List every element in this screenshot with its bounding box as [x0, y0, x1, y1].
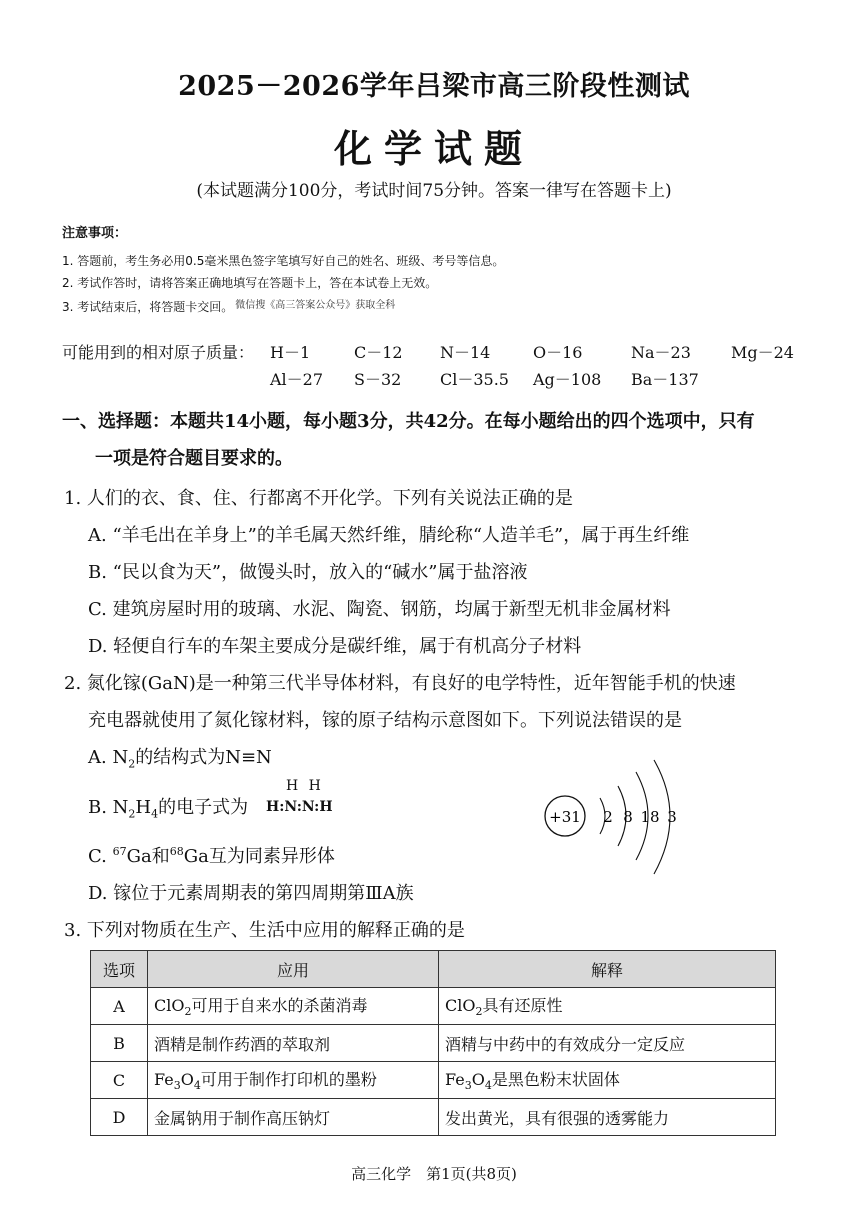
subscript: 4 — [151, 807, 159, 821]
text: A. N — [88, 747, 129, 768]
table-row — [91, 1062, 776, 1099]
atomic-mass-label: 可能用到的相对原子质量： — [62, 343, 255, 362]
shell-electron-count: 8 — [623, 808, 633, 826]
atomic-mass: N－14 — [440, 343, 491, 362]
table-cell-explanation — [439, 1062, 776, 1099]
section-heading: 一、选择题：本题共14小题，每小题3分，共42分。在每小题给出的四个选项中，只有 — [62, 411, 755, 432]
subscript: 2 — [475, 1005, 483, 1019]
q2-option-a — [88, 743, 272, 771]
table-cell-option: C — [91, 1062, 148, 1099]
q2-option-c — [88, 842, 335, 868]
table-header-row — [91, 951, 776, 988]
question-3-stem: 3. 下列对物质在生产、生活中应用的解释正确的是 — [64, 920, 465, 941]
atomic-mass: Mg－24 — [731, 343, 794, 362]
shell-electron-count: 3 — [667, 808, 677, 826]
table-cell-application: 酒精是制作药酒的萃取剂 — [148, 1025, 439, 1062]
text: 是黑色粉末状固体 — [491, 1070, 620, 1090]
superscript: 67 — [112, 845, 127, 858]
note-text: 3. 考试结束后，将答题卡交回。 — [62, 300, 234, 314]
text: 的结构式为N≡N — [135, 747, 272, 768]
nucleus-label: +31 — [549, 808, 581, 826]
text: B. N — [88, 797, 129, 818]
text: Fe — [445, 1070, 465, 1090]
text: ClO — [154, 996, 185, 1016]
atomic-mass: Al－27 — [270, 370, 324, 389]
text: O — [471, 1070, 485, 1090]
q1-option-b: B. “民以食为天”，做馒头时，放入的“碱水”属于盐溶液 — [88, 562, 528, 583]
table-cell-option: A — [91, 988, 148, 1025]
subject-title: 化学试题 — [333, 126, 534, 171]
text: 可用于自来水的杀菌消毒 — [191, 996, 368, 1016]
electron-formula: H:N:N:H — [266, 799, 333, 815]
subscript: 2 — [184, 1005, 192, 1019]
atomic-mass: C－12 — [354, 343, 403, 362]
q2-option-d: D. 镓位于元素周期表的第四周期第ⅢA族 — [88, 883, 414, 904]
atomic-mass: O－16 — [533, 343, 583, 362]
table-cell-explanation — [439, 988, 776, 1025]
table-row — [91, 1099, 776, 1136]
q1-option-d: D. 轻便自行车的车架主要成分是碳纤维，属于有机高分子材料 — [88, 636, 582, 657]
subscript: 2 — [128, 757, 136, 771]
atomic-mass: Na－23 — [631, 343, 691, 362]
text: O — [180, 1070, 194, 1090]
text: Fe — [154, 1070, 174, 1090]
gallium-atom-diagram — [540, 758, 700, 878]
note-item — [62, 296, 395, 315]
section-heading-cont: 一项是符合题目要求的。 — [95, 448, 293, 469]
atomic-mass: Ag－108 — [533, 370, 602, 389]
text: 可用于制作打印机的墨粉 — [200, 1070, 377, 1090]
q1-option-c: C. 建筑房屋时用的玻璃、水泥、陶瓷、钢筋，均属于新型无机非金属材料 — [88, 599, 671, 620]
notes-heading: 注意事项： — [62, 226, 128, 241]
table-header: 解释 — [439, 951, 776, 988]
table-header: 选项 — [91, 951, 148, 988]
text: Ga互为同素异形体 — [183, 846, 335, 867]
text: C. — [88, 846, 113, 867]
exam-subtitle: (本试题满分100分，考试时间75分钟。答案一律写在答题卡上) — [196, 181, 672, 201]
exam-title: 2025－2026学年吕梁市高三阶段性测试 — [178, 71, 690, 102]
atomic-mass: S－32 — [354, 370, 402, 389]
table-cell-application — [148, 1062, 439, 1099]
atomic-mass: H－1 — [270, 343, 311, 362]
subscript: 3 — [173, 1079, 181, 1093]
question-2-stem-cont: 充电器就使用了氮化镓材料，镓的原子结构示意图如下。下列说法错误的是 — [88, 710, 682, 731]
text: Ga和 — [126, 846, 170, 867]
q1-option-a: A. “羊毛出在羊身上”的羊毛属天然纤维，腈纶称“人造羊毛”，属于再生纤维 — [88, 525, 690, 546]
table-header: 应用 — [148, 951, 439, 988]
subscript: 4 — [484, 1079, 492, 1093]
atomic-mass: Ba－137 — [631, 370, 699, 389]
subscript: 4 — [193, 1079, 201, 1093]
table-cell-option: B — [91, 1025, 148, 1062]
shell-electron-count: 18 — [640, 808, 660, 826]
note-item: 1. 答题前，考生务必用0.5毫米黑色签字笔填写好自己的姓名、班级、考号等信息。 — [62, 254, 505, 268]
watermark-text: 微信搜《高三答案公众号》获取全科 — [235, 300, 396, 311]
table-row — [91, 1025, 776, 1062]
text: ClO — [445, 996, 476, 1016]
subscript: 3 — [464, 1079, 472, 1093]
table-cell-option: D — [91, 1099, 148, 1136]
question-1-stem: 1. 人们的衣、食、住、行都离不开化学。下列有关说法正确的是 — [64, 488, 573, 509]
q2-option-b — [88, 793, 248, 821]
table-cell-application: 金属钠用于制作高压钠灯 — [148, 1099, 439, 1136]
subscript: 2 — [128, 807, 136, 821]
table-cell-explanation: 发出黄光，具有很强的透雾能力 — [439, 1099, 776, 1136]
text: H — [135, 797, 152, 818]
note-item: 2. 考试作答时，请将答案正确地填写在答题卡上，答在本试卷上无效。 — [62, 276, 438, 290]
text: 的电子式为 — [158, 797, 249, 818]
table-cell-explanation: 酒精与中药中的有效成分一定反应 — [439, 1025, 776, 1062]
shell-electron-count: 2 — [603, 808, 613, 826]
superscript: 68 — [169, 845, 184, 858]
page-footer: 高三化学 第1页(共8页) — [351, 1165, 517, 1183]
atomic-mass: Cl－35.5 — [440, 370, 509, 389]
q3-table — [90, 950, 776, 1136]
table-cell-application — [148, 988, 439, 1025]
electron-formula-top: H H — [286, 778, 324, 794]
table-row — [91, 988, 776, 1025]
question-2-stem: 2. 氮化镓(GaN)是一种第三代半导体材料，有良好的电学特性，近年智能手机的快速 — [64, 673, 736, 694]
text: 具有还原性 — [482, 996, 563, 1016]
